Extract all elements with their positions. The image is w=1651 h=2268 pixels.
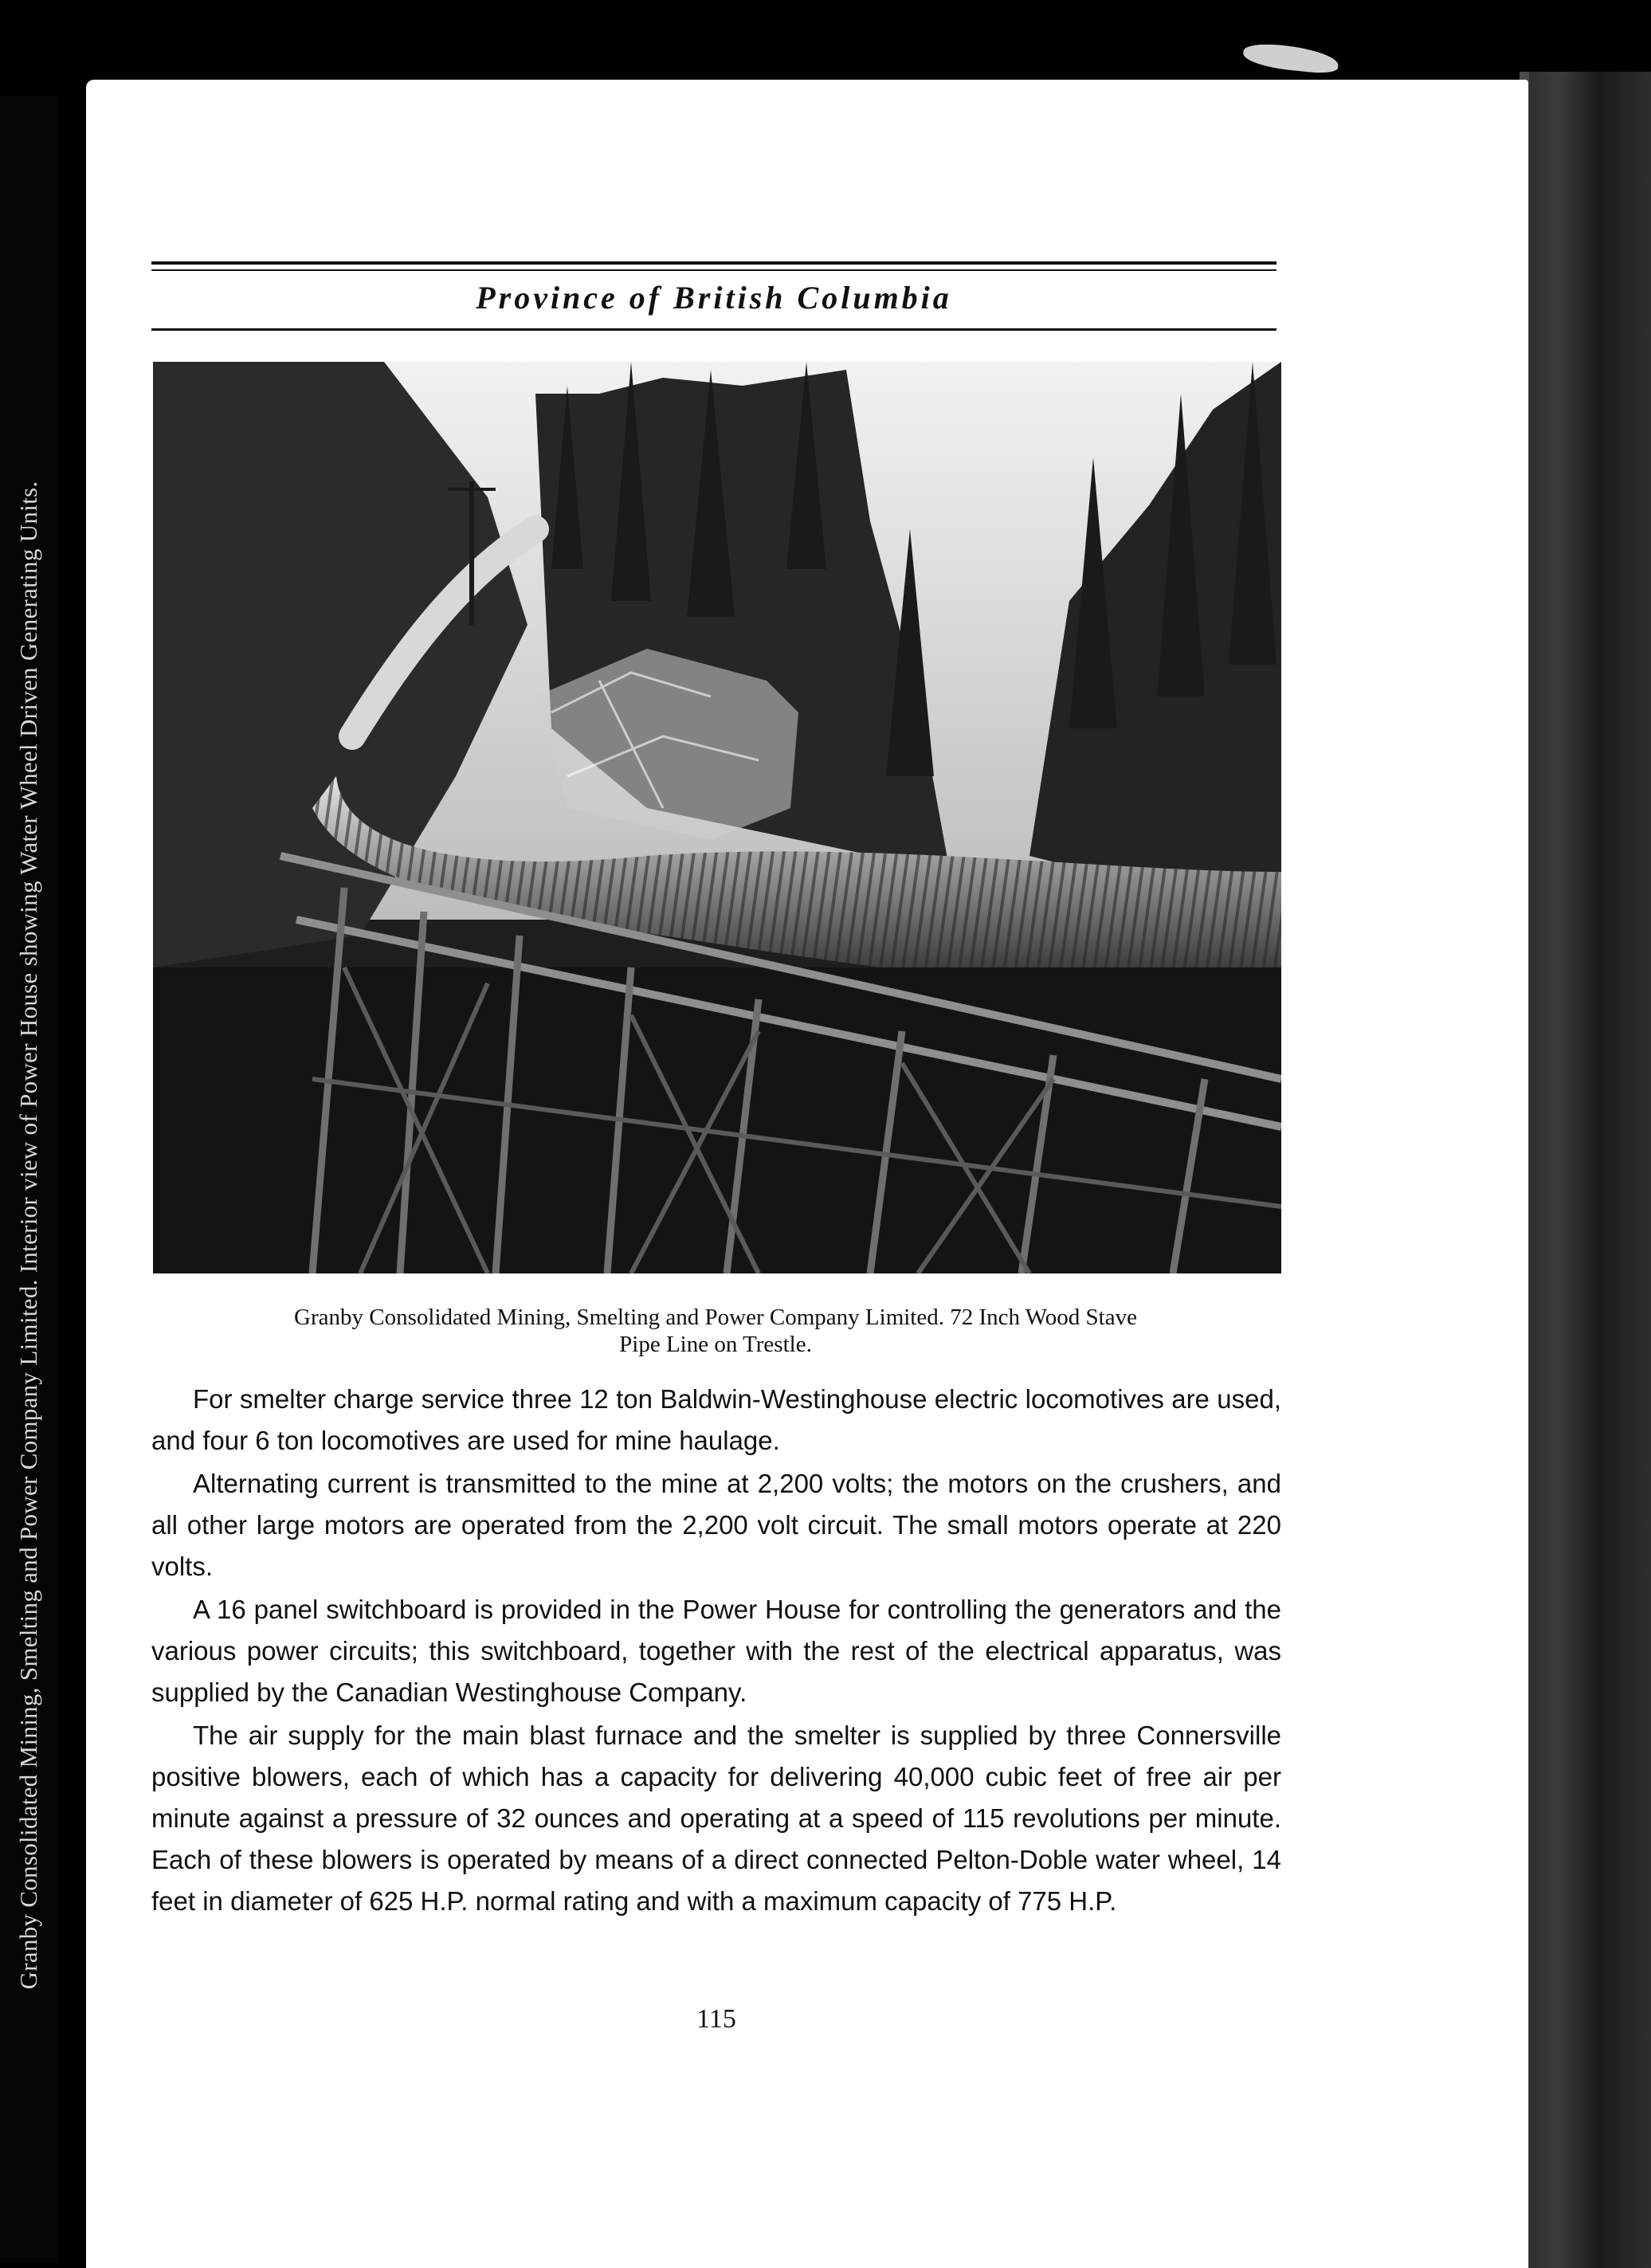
paragraph-air-supply: The air supply for the main blast furnace and the smelter is supplied by three Connersville positive blowers, each of which has a capacity for delivering 40,000 cubic feet of free air per minute against a pressure of 32 ounces and operating at a speed of 115 revolutions per minute. Each of these blowers is operated by means of a direct connected Pelton-Doble water wheel, 14 feet in diameter of 625 H.P. normal rating and with a maximum capacity of 775 H.P. (151, 1721, 1281, 1916)
figure-caption (229, 1304, 1202, 1358)
running-header: Province of British Columbia (476, 280, 952, 316)
header-rule-bottom (151, 328, 1276, 331)
page-debris (1242, 41, 1339, 75)
paragraph-locomotives: For smelter charge service three 12 ton Baldwin-Westinghouse electric locomotives are used, and four 6 ton locomotives are used for mine haulage. (151, 1384, 1281, 1455)
photo-illustration (153, 362, 1281, 1273)
book-spine-edge (1520, 72, 1651, 2268)
previous-page-margin (0, 96, 57, 2263)
body-text (151, 1379, 1281, 1924)
figure-caption-line-1: Granby Consolidated Mining, Smelting and Power Company Limited. 72 Inch Wood Stave (294, 1305, 1137, 1330)
book-page (86, 80, 1528, 2268)
figure-caption-line-2: Pipe Line on Trestle. (619, 1332, 812, 1357)
header-rule-top (151, 261, 1276, 265)
header-rule-top-thin (151, 269, 1276, 271)
rotated-figure-caption: Granby Consolidated Mining, Smelting and Power Company Limited. Interior view of Power House showing Water Wheel Driven Generating Units. (14, 481, 42, 1990)
paragraph-switchboard: A 16 panel switchboard is provided in the Power House for controlling the generators and the various power circuits; this switchboard, together with the rest of the electrical apparatus, was supplied by the Canadian Westinghouse Company. (151, 1595, 1281, 1707)
page-number: 115 (696, 2004, 736, 2034)
trestle-pipeline-photograph (153, 362, 1281, 1273)
paragraph-alternating-current: Alternating current is transmitted to the mine at 2,200 volts; the motors on the crushers, and all other large motors are operated from the 2,200 volt circuit. The small motors operate at 220 volts. (151, 1469, 1281, 1581)
